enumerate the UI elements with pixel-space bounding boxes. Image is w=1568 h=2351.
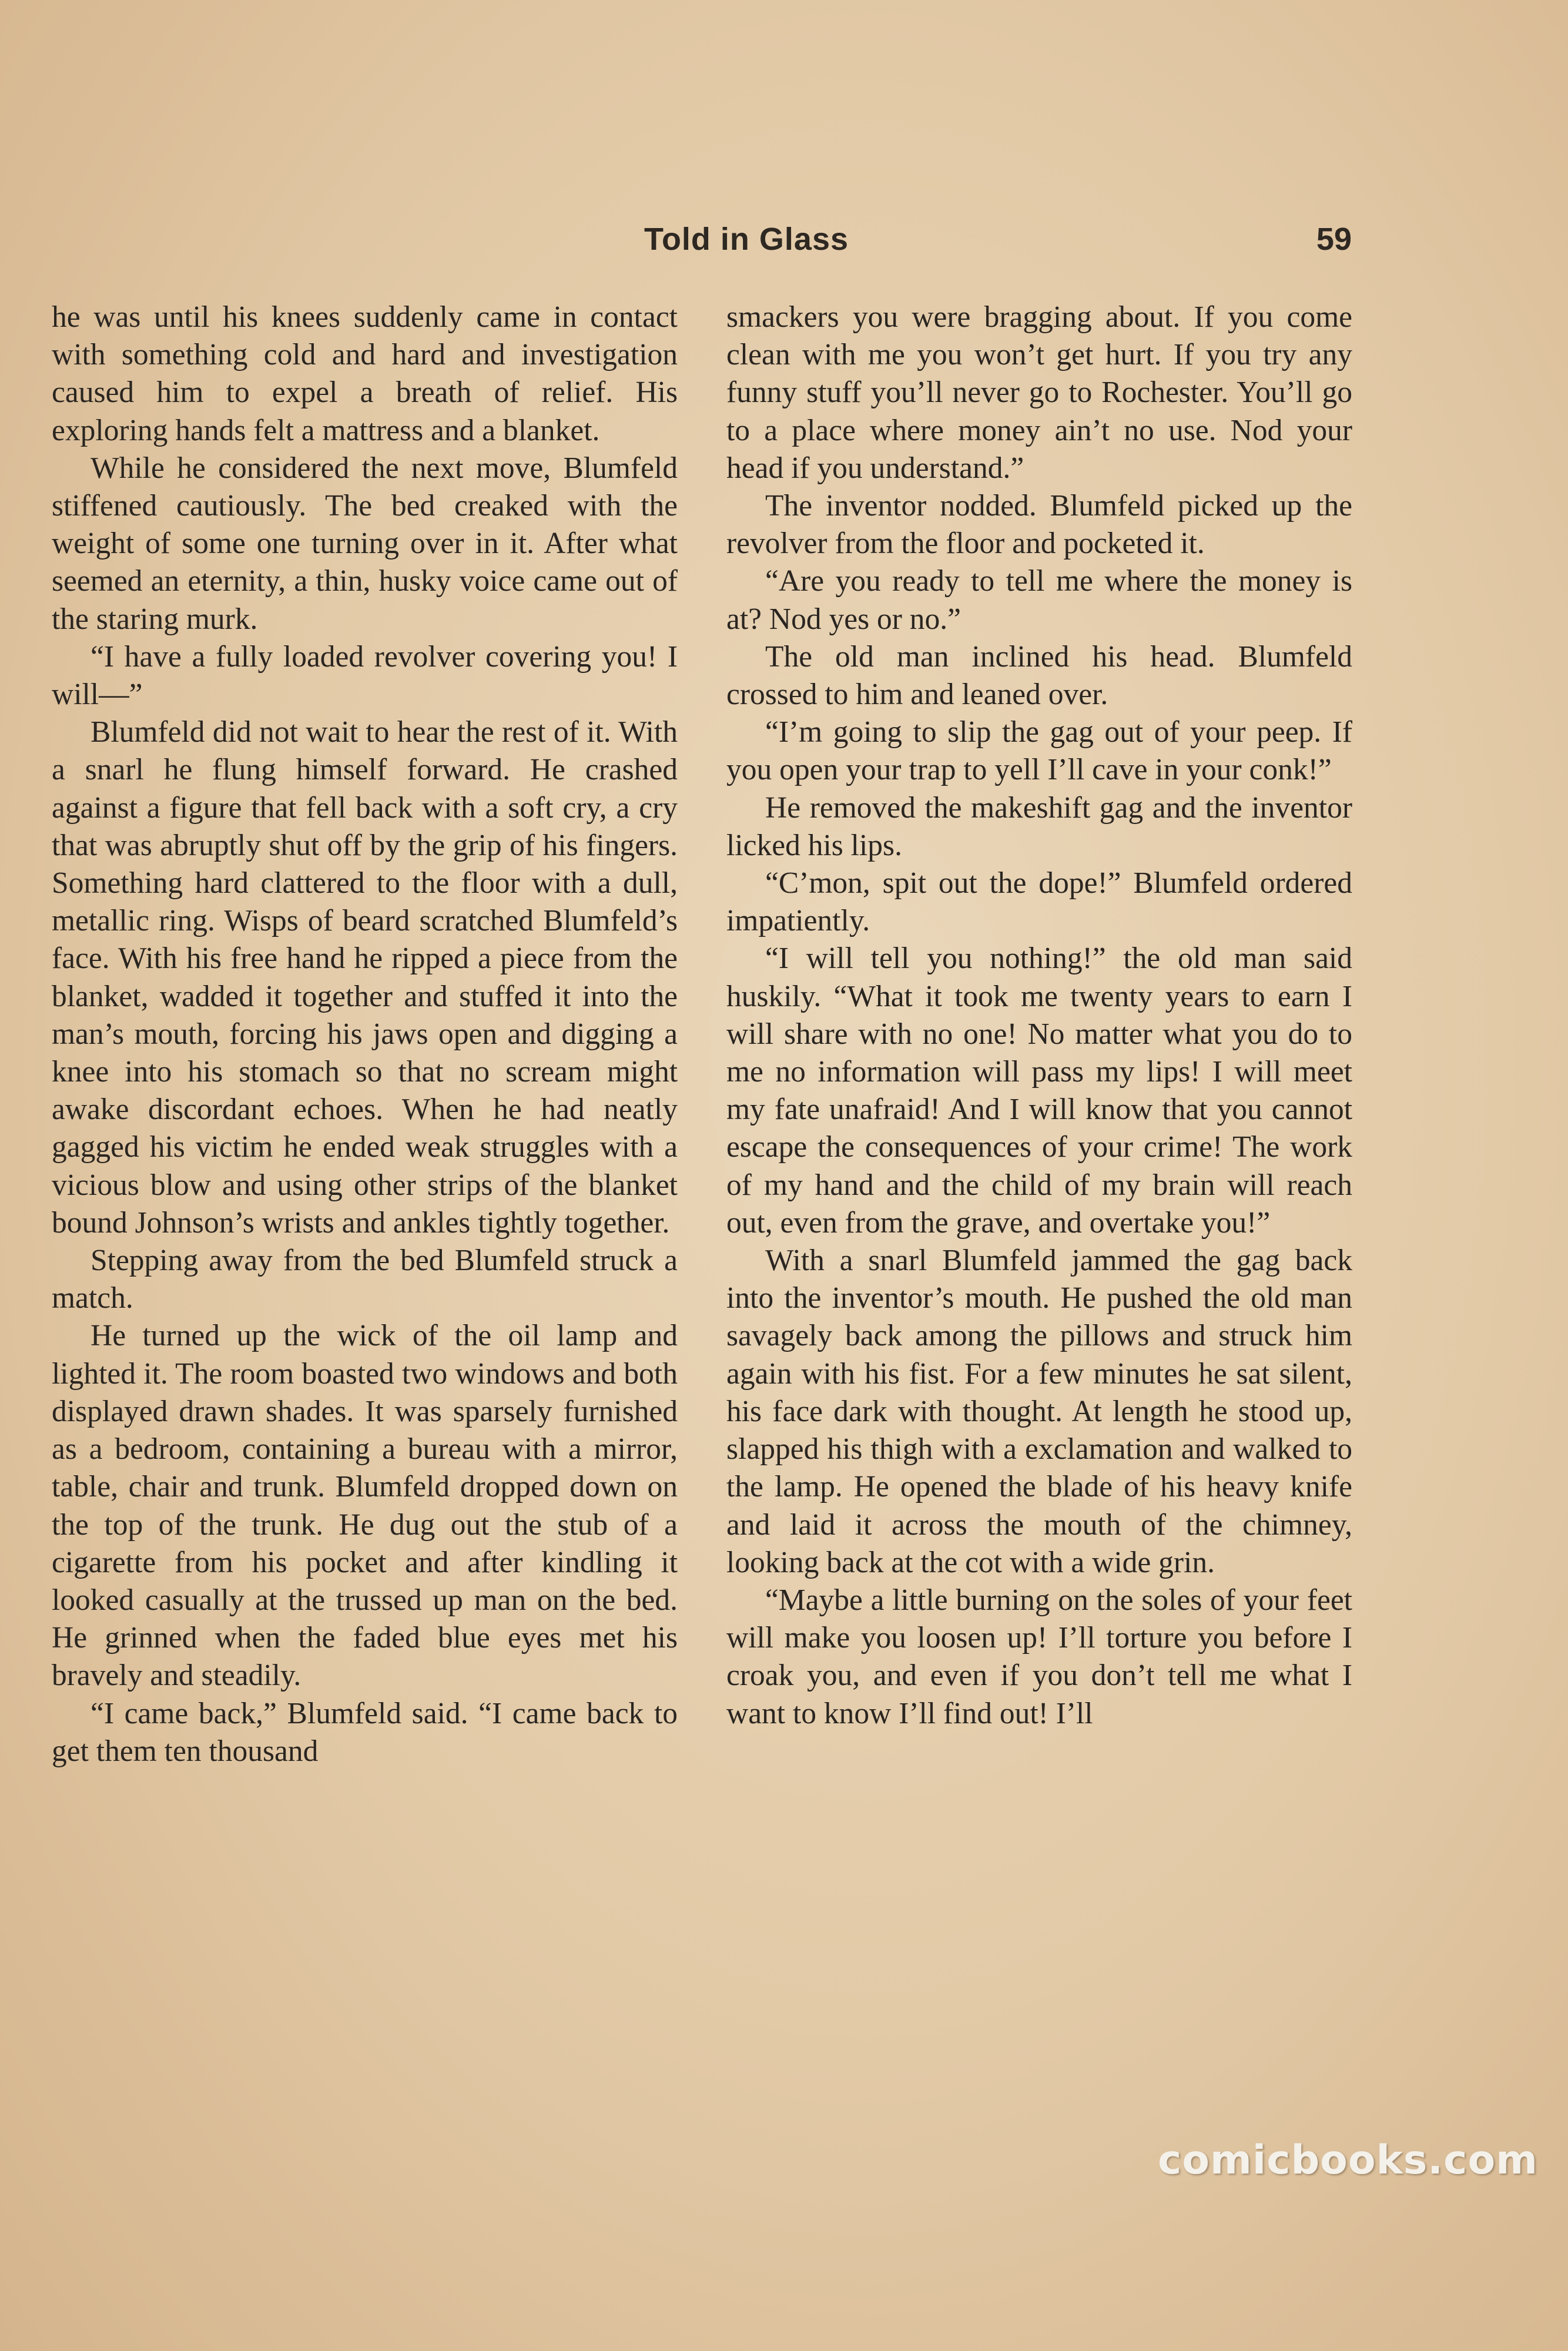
paragraph: “I’m going to slip the gag out of your peep. If you open your trap to yell I’ll cave in your conk!” (726, 715, 1352, 787)
paragraph: “Are you ready to tell me where the money is at? Nod yes or no.” (726, 564, 1352, 636)
paragraph: Stepping away from the bed Blumfeld struck a match. (52, 1244, 678, 1315)
page-number: 59 (1316, 222, 1352, 257)
paragraph: The old man inclined his head. Blumfeld crossed to him and leaned over. (726, 639, 1352, 712)
watermark: comicbooks.com (1158, 2137, 1539, 2183)
paragraph: While he considered the next move, Blumfeld stiffened cautiously. The bed creaked with the weight of some one turning over in it. After what seemed an eternity, a thin, husky voice came out of the staring murk. (52, 451, 678, 636)
text-column-right (726, 299, 1352, 1733)
paragraph: “Maybe a little burning on the soles of your feet will make you loosen up! I’ll torture you before I croak you, and even if you don’t tell me what I want to know I’ll find out! I’ll (726, 1583, 1352, 1730)
paragraph: He removed the makeshift gag and the inventor licked his lips. (726, 791, 1352, 862)
paragraph: smackers you were bragging about. If you come clean with me you won’t get hurt. If you try any funny stuff you’ll never go to Rochester. You’ll go to a place where money ain’t no use. Nod your head if you understand.” (726, 300, 1352, 485)
paragraph: He turned up the wick of the oil lamp and lighted it. The room boasted two windows and both displayed drawn shades. It was sparsely furnished as a bedroom, containing a bureau with a mirror, table, chair and trunk. Blumfeld dropped down on the top of the trunk. He dug out the stub of a cigarette from his pocket and after kindling it looked casually at the trussed up man on the bed. He grinned when the faded blue eyes met his bravely and steadily. (52, 1319, 678, 1693)
paragraph: “I will tell you nothing!” the old man said huskily. “What it took me twenty years to earn I will share with no one! No matter what you do to me no information will pass my lips! I will meet my fate unafraid! And I will know that you cannot escape the consequences of your crime! The work of my hand and the child of my brain will reach out, even from the grave, and overtake you!” (726, 942, 1352, 1240)
paragraph: “I came back,” Blumfeld said. “I came back to get them ten thousand (52, 1696, 678, 1768)
text-column-left (52, 299, 678, 1770)
paragraph: With a snarl Blumfeld jammed the gag back into the inventor’s mouth. He pushed the old man savagely back among the pillows and struck him again with his fist. For a few minutes he sat silent, his face dark with thought. At length he stood up, slapped his thigh with a exclamation and walked to the lamp. He opened the blade of his heavy knife and laid it across the mouth of the chimney, looking back at the cot with a wide grin. (726, 1244, 1352, 1579)
paragraph: The inventor nodded. Blumfeld picked up the revolver from the floor and pocketed it. (726, 489, 1352, 561)
paragraph: Blumfeld did not wait to hear the rest of it. With a snarl he flung himself forward. He crashed against a figure that fell back with a soft cry, a cry that was abruptly shut off by the grip of his fingers. Something hard clattered to the floor with a dull, metallic ring. Wisps of beard scratched Blumfeld’s face. With his free hand he ripped a piece from the blanket, wadded it together and stuffed it into the man’s mouth, forcing his jaws open and digging a knee into his stomach so that no scream might awake discordant echoes. When he had neatly gagged his victim he ended weak struggles with a vicious blow and using other strips of the blanket bound Johnson’s wrists and ankles tightly together. (52, 715, 678, 1240)
page-header (0, 217, 1568, 276)
paragraph: he was until his knees suddenly came in contact with something cold and hard and investigation caused him to expel a breath of relief. His exploring hands felt a mattress and a blanket. (52, 300, 678, 447)
paragraph: “I have a fully loaded revolver covering you! I will—” (52, 639, 678, 712)
running-head: Told in Glass (644, 222, 849, 257)
paragraph: “C’mon, spit out the dope!” Blumfeld ordered impatiently. (726, 866, 1352, 938)
